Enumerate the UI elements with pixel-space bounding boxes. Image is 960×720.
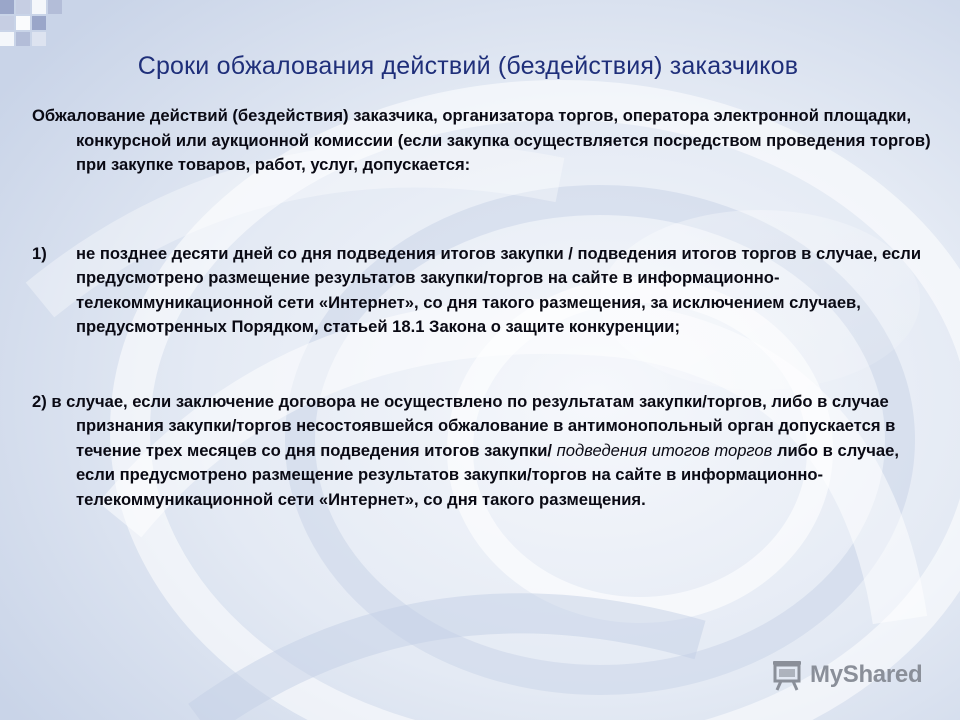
corner-squares-decoration xyxy=(0,0,80,60)
list-item-2-text-after: либо в случае, если предусмотрено размещение результатов закупки/торгов на сайте в информационно-телекоммуникационной сети «Интернет», со дня такого размещения. xyxy=(76,440,899,509)
intro-paragraph: Обжалование действий (бездействия) заказчика, организатора торгов, оператора электронной площадки, конкурсной или аукционной комиссии (если закупка осуществляется посредством проведения торгов) при закупке товаров, работ, услуг, допускается: xyxy=(32,106,931,174)
list-item-2-text-italic: подведения итогов торгов xyxy=(556,440,773,460)
list-item-1-number: 1) xyxy=(32,243,47,263)
list-item-1-text: не позднее десяти дней со дня подведения итогов закупки / подведения итогов торгов в случае, если предусмотрено размещение результатов закупки/торгов на сайте в информационно-телекоммуникационной сети «Интернет», со дня такого размещения, за исключением случаев, предусмотренных Порядком, статьей 18.1 Закона о защите конкуренции; xyxy=(76,243,922,336)
list-item-1 xyxy=(32,242,932,340)
slide-body xyxy=(32,104,932,512)
list-item-2 xyxy=(32,390,932,513)
myshared-logo-text: MyShared xyxy=(810,661,923,688)
slide-title: Сроки обжалования действий (бездействия) заказчиков xyxy=(137,52,799,80)
presentation-board-icon xyxy=(770,659,804,691)
list-item-2-text-before: 2) в случае, если заключение договора не осуществлено по результатам закупки/торгов, либо в случае признания закупки/торгов несостоявшейся обжалование в антимонопольный орган допускается в течение трех месяцев со дня подведения итогов закупки/ xyxy=(32,391,896,460)
myshared-watermark xyxy=(770,655,922,695)
